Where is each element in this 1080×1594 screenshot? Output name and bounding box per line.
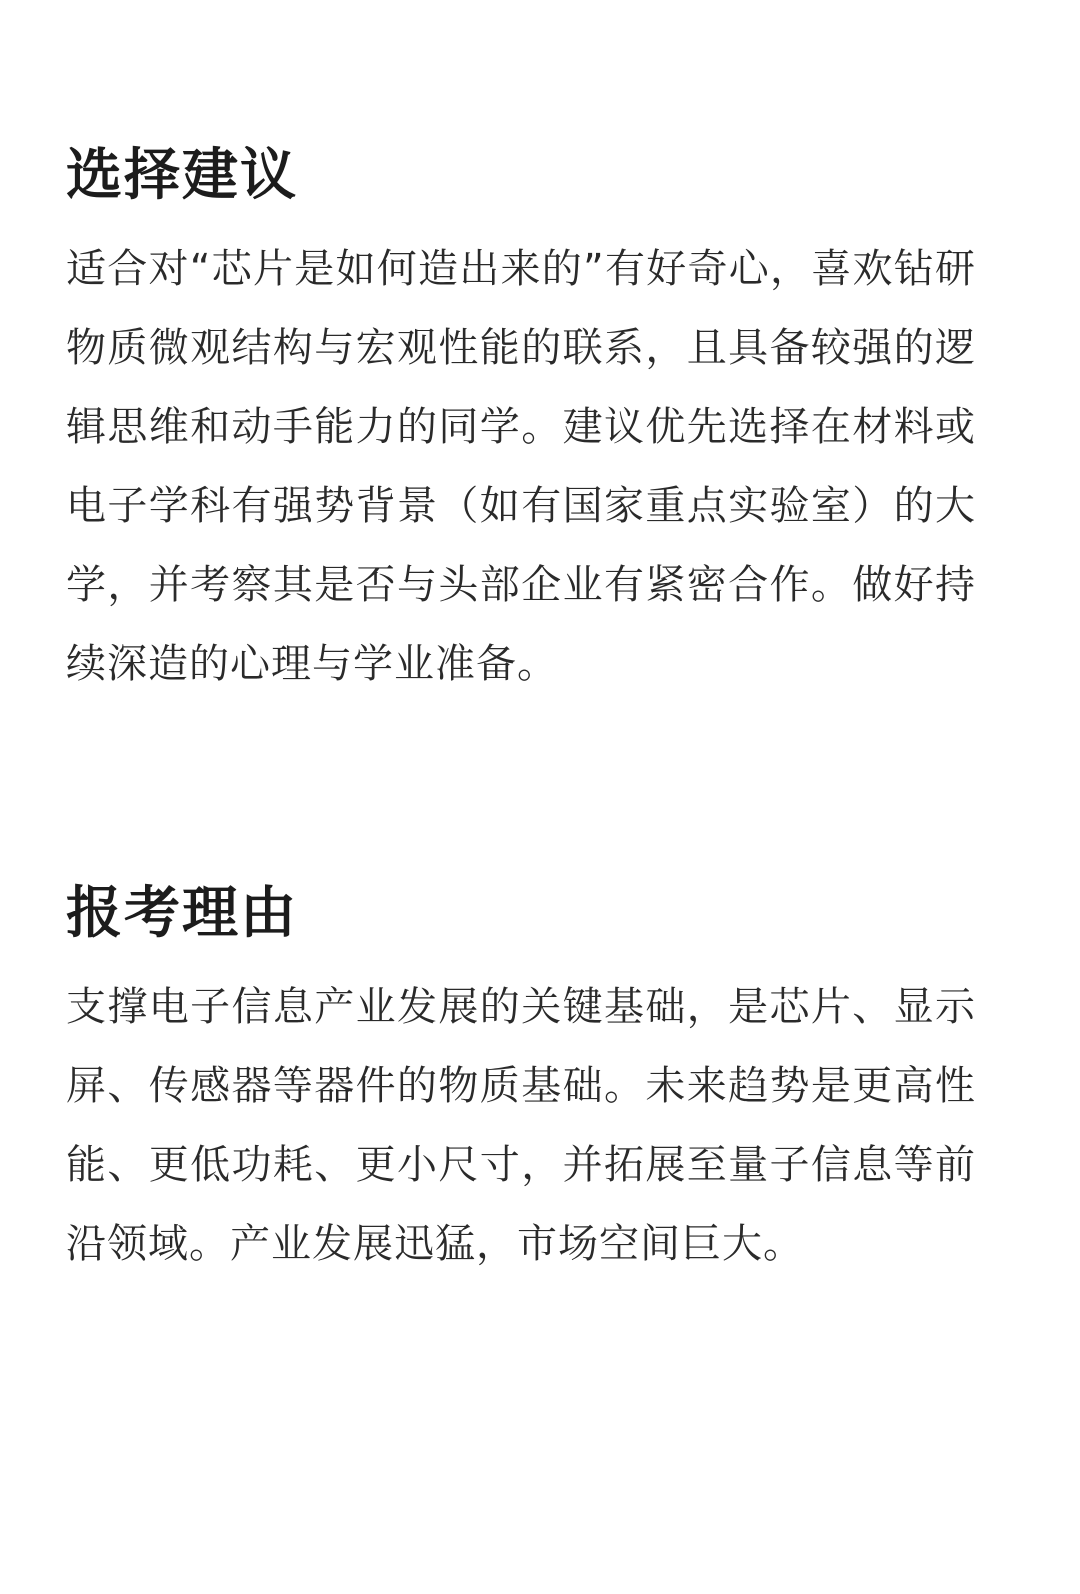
application-reason-heading: 报考理由: [66, 881, 298, 946]
selection-advice-heading: 选择建议: [66, 143, 298, 208]
application-reason-body: 支撑电子信息产业发展的关键基础，是芯片、显示屏、传感器等器件的物质基础。未来趋势是更高性能、更低功耗、更小尺寸，并拓展至量子信息等前沿领域。产业发展迅猛，市场空间巨大。: [66, 984, 976, 1267]
selection-advice-section: [66, 140, 976, 704]
selection-advice-body: 适合对“芯片是如何造出来的”有好奇心，喜欢钻研物质微观结构与宏观性能的联系，且具备较强的逻辑思维和动手能力的同学。建议优先选择在材料或电子学科有强势背景（如有国家重点实验室）的大学，并考察其是否与头部企业有紧密合作。做好持续深造的心理与学业准备。: [66, 246, 976, 687]
application-reason-section: [66, 878, 976, 1284]
